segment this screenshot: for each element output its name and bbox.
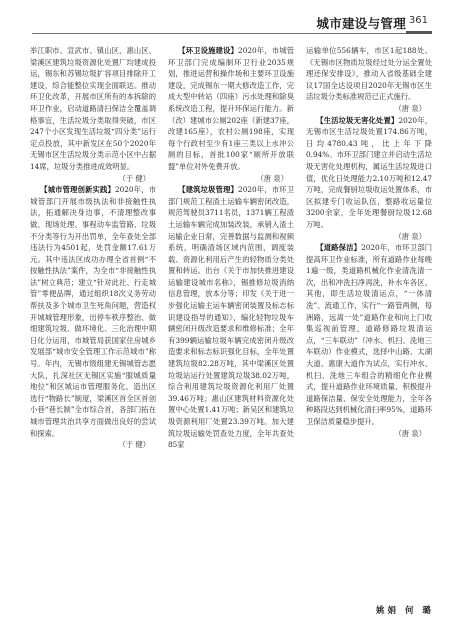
paragraph — [306, 242, 432, 428]
paragraph-text: 2020年，市环卫部门提高环卫作业标准，所有道路作业每晚1遍一级，类道路机械化作业清洗清一次，出和冲洗扫净再洗，补水车各区，其他，即生活垃圾清运点，“一体清洗”、流通工作，实行“一路管两侧，每洲路，远离一处”道路作业和向上门收集巡视前管理，道路修路垃圾清运点，“三车联动”（冲水、机扫、洗地三车联动）作业模式，选择中山路、太湖大道、惠康大道作为试点，实行冲水、机扫、洗地三车组合的精细化作业模式，提升道路作业环境质量、积极提升道路保洁量、保安全处理能力，全年各种路段达到机械化清扫率95%，道路环卫保洁质量稳步提升。 — [306, 243, 433, 426]
section-heading: 【建筑垃圾管理】 — [178, 185, 239, 195]
paragraph: 运输单位556辆车，市区1起188处。《无锡市区物质垃圾经过处分运全置处理还保安排设》，推动入省级基础全建议17国全达设项目2020年无锡市区生活垃圾分类标准规范已正式施行。 — [306, 46, 432, 102]
page-number: 361 — [408, 15, 428, 26]
header-rule-accent — [406, 31, 432, 34]
paragraph-text: 2020年，市环卫部门规范工程渣土运输车辆密闭改造，规范驾驶员3711名员，1371辆工程渣土运输车辆完成加装改装，承销入渣土运输企业日常，完善数据与监测和视频系统，明确渣场区域内范围，调度装载、资源化利用后产生的轻物质分类处置和转运。出台《关于市加快推进建设运输建设城市名称》，锡推修垃圾消纳信息管理，放本分等；印发《关于进一步强化运输主运车辆密闭装置及标志标识建设指导的通知》，编化轻物垃圾车辆密闭升级改造要求和维修标准；全年有399辆运输垃圾车辆完成密闭升级改造要求和标志标识强化目标，全年处置建筑垃圾82.28万吨，其中梁溪区处置垃圾站运行处置建筑垃圾38.02万吨，综合利用建筑垃圾资源化利用厂处置39.46万吨；惠山区建筑材料资源化处置中心处置1.41万吨；新吴区和建筑垃圾资源利用厂处置23.39万吨。加大建筑垃圾运输处罚查处力度，全年共查处85家 — [168, 185, 295, 450]
paragraph — [168, 45, 294, 173]
paragraph — [306, 115, 432, 231]
author-credit: （唐 泉） — [256, 173, 288, 183]
paragraph-text: 2020年，无锡市区生活垃圾处置174.86万吨，日均4780.43吨，比上年下降0.94%。市环卫部门建立并启动生活垃圾无害化处理机构，属运生活垃圾进口值，优化日处理能力2.10万吨和12.47万吨，完成餐厨垃圾收运处置体系，市区拟建专门收运队伍，整路收运量位3200余家，全年处理餐厨垃圾12.68万吨。 — [306, 115, 432, 229]
editor-signature: 姚娟 何 璐 — [376, 606, 434, 616]
section-heading: 【道路保洁】 — [316, 243, 362, 253]
section-heading: 【生活垃圾无害化处置】 — [316, 115, 399, 125]
paragraph — [168, 184, 294, 451]
section-heading: 【城市管理创新实践】 — [40, 185, 115, 195]
author-credit: （于 健） — [118, 440, 150, 450]
text-column-1 — [30, 45, 156, 451]
paragraph: 举江职市、宣武市、镇山区、惠山区、梁溪区建筑垃圾资源化处置厂均建成投运，锡东和苏锡垃圾扩容项目排除开工建设，综合能整位实现全面联达。推动环卫化改革，开展市区所有的本拆除的环卫作业，启动道路清扫保洁全覆盖调格事宜，生活垃圾分类取得突破，市区247个小区发现生活垃圾“四分类”运行定点投放，其中新发区在50个2020年无锡市区生活垃圾分类示范小区中占据14席，垃圾分类推进成效明显。 — [30, 46, 156, 171]
page-header — [0, 0, 468, 40]
author-credit: （唐 泉） — [394, 428, 426, 438]
paragraph — [30, 184, 156, 439]
section-heading: 【环卫设施建设】 — [178, 46, 239, 55]
author-credit: （于 健） — [118, 173, 150, 183]
running-title: 城市建设与管理 — [316, 16, 406, 31]
text-column-3 — [306, 45, 432, 439]
author-credit: （唐 泉） — [394, 103, 426, 113]
paragraph-text: 2020年，市城管部门开展市级执法和非接触性执法，拓通解决身边事，不清理整改事做、现场处理、事程动车监管路、垃圾不分类等行为开出罚单，全年查处全部违法行为4501起，处罚金额17.61万元。其中违法区成功办理全省首例“不按触性执法”案件，为全市“非接触性执法”树立典范；建立“针对此社、行走城管”零便品牌，通过组织18次义务劳动帮扶及多个城市卫生死角问题，营造权开城城管理形象，出停车秩序整治、做细建筑垃圾、做环境化、三化治理中期日化分运用，市城管局获国家住房城乡发展部“城市安全管理工作示范城市”称号。年内，无锡市级组建无锡城管志愿大队，扎深社区无锡区实施“服城质量地位”和区城运市管理服务化，造出区选行“物路长”制度，梁溪区首全区首创小巷“巷长制”全市综合首，各部门拓在城市管理共治共享方面做出良好的尝试和探索。 — [30, 185, 157, 438]
header-rule — [32, 33, 432, 34]
paragraph-text: 2020年，市城管环卫部门完成编制环卫行业2035规划，推进运营和操作场和主要环卫设施建设，完成锡东一期大修改造工作，完成大型中转站（四座）污水处理和除臭系统改造工程，提升环保运行能力。新（改）建城市公厕202座（新建37座，改建165座），农村公厕198座，实现每个行政村至少有1座三类以上水冲公厕的目标，首批100家“厕所开放联盟”单位对外免费开放。 — [168, 46, 295, 171]
text-column-2 — [168, 45, 294, 451]
author-credit: （唐 泉） — [394, 231, 426, 241]
